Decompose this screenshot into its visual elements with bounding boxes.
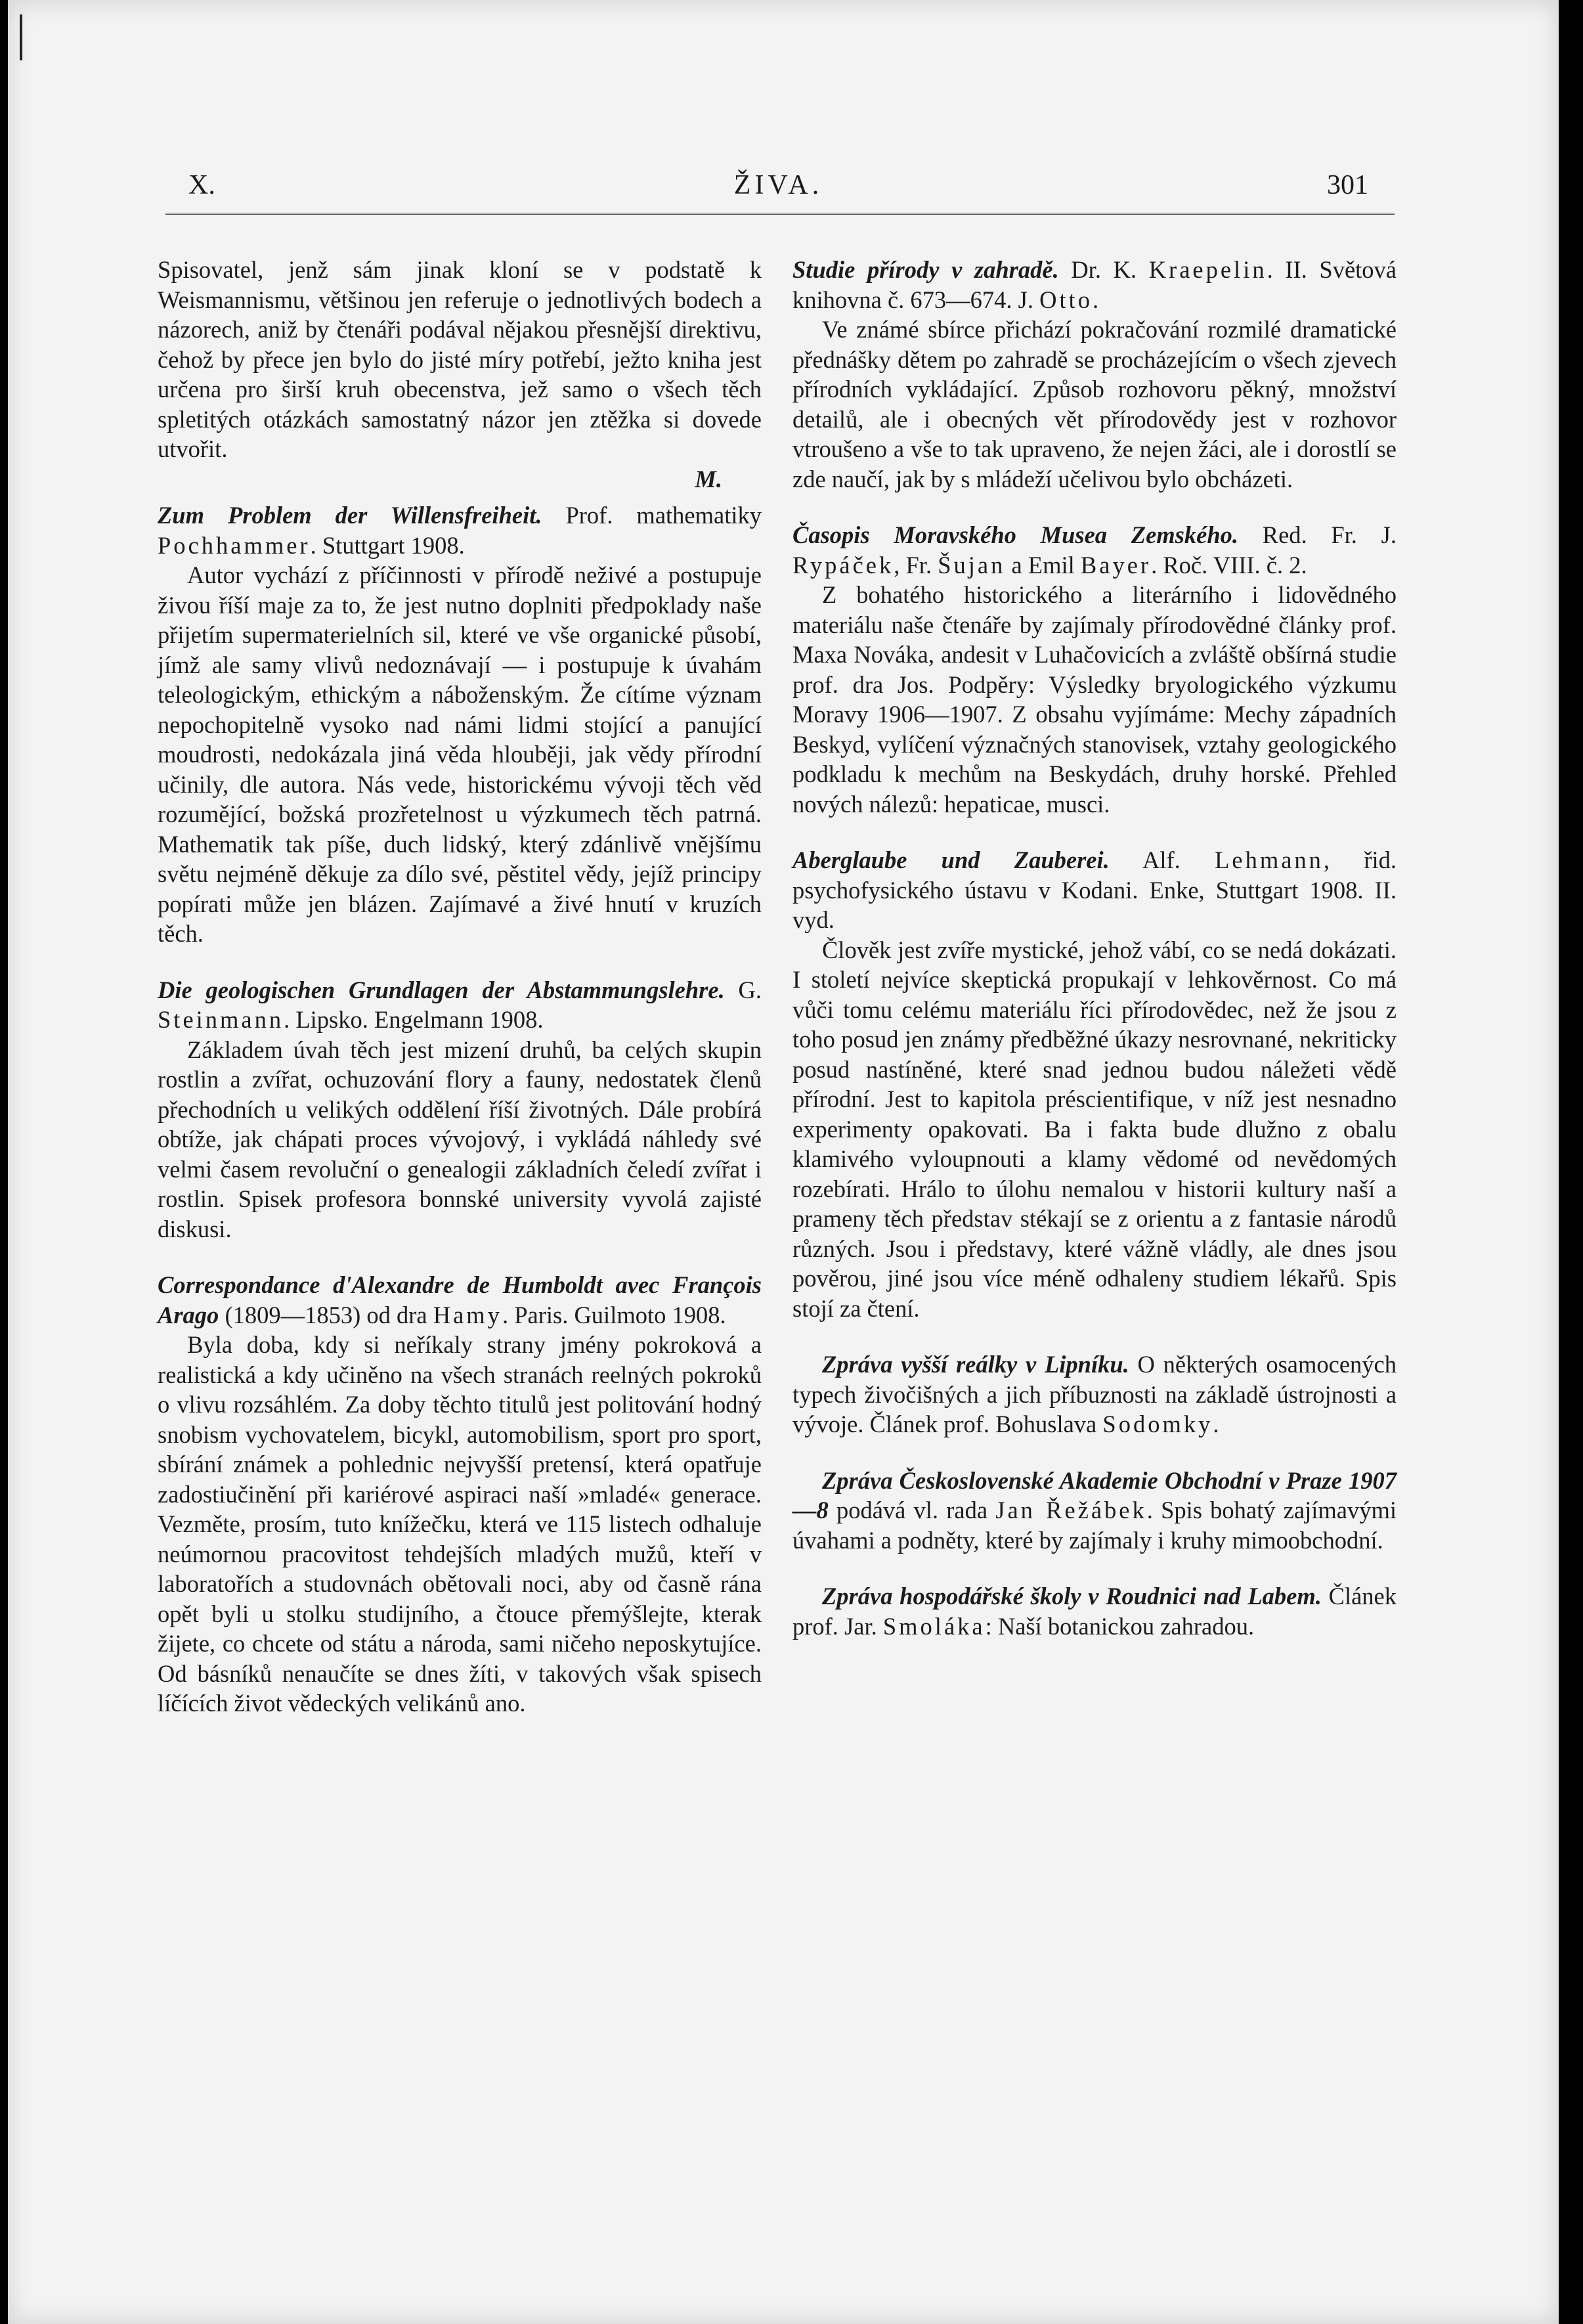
journal-title: ŽIVA. bbox=[733, 170, 823, 200]
continued-review-text: Spisovatel, jenž sám jinak kloní se v podstatě k Weismannismu, většinou jen referuje o jednotlivých bodech a názorech, aniž by čtenáři podával nějakou přesnější direktivu, čehož by přece jen bylo do jisté míry potřebí, ježto kniha jest určena pro širší kruh obecenstva, jež samo o všech těch spletitých otázkách samostatný názor jen ztěžka si dovede utvořit. bbox=[158, 256, 762, 462]
review-meta: , Fr. bbox=[894, 551, 938, 579]
review-author: Sodomky bbox=[1102, 1411, 1213, 1437]
review-body: Byla doba, kdy si neříkaly strany jmény pokroková a realistická a kdy učiněno na všech stranách reelných pokroků o vlivu rozsáhlém. Za doby těchto titulů jest politování hodný snobism vychovatelem, bicykl, automobilism, sport pro sport, sbírání známek a pohlednic nejvyšší pretensí, která opatřuje zadostiučinění při kariérové aspiraci naší »mladé« generace. Vezměte, prosím, tuto knížečku, která ve 115 listech odhaluje neúmornou pracovitost tehdejších mladých mužů, kteří v laboratořích a studovnách obětovali noci, aby od časně rána opět byli u stolku studijního, a čtouce přemýšlejte, kterak žijete, co chcete od státu a národa, sami ničeho neposkytujíce. Od básníků nenaučíte se dnes žíti, v takových však spisech líčících život vědeckých velikánů ano. bbox=[158, 1331, 762, 1717]
header-rule bbox=[165, 213, 1395, 215]
review-meta: . Lipsko. Engelmann 1908. bbox=[284, 1006, 544, 1033]
review-author: Šujan bbox=[938, 551, 1006, 579]
review-title: Aberglaube und Zauberei. bbox=[792, 846, 1110, 873]
review-entry bbox=[792, 1581, 1397, 1641]
right-column bbox=[792, 255, 1397, 1641]
review-title: Zpráva vyšší reálky v Lipníku. bbox=[822, 1351, 1129, 1378]
review-title: Zum Problem der Willensfreiheit. bbox=[158, 502, 542, 529]
review-heading bbox=[158, 975, 762, 1035]
review-author: Pochhammer bbox=[158, 531, 311, 559]
review-title: Studie přírody v zahradě. bbox=[792, 256, 1059, 283]
review-meta: Článek prof. Jar. bbox=[792, 1583, 1397, 1640]
journal-page bbox=[8, 0, 1559, 2324]
left-column bbox=[158, 255, 762, 1719]
review-meta: . Spis bohatý zajímavými úvahami a podněty, které by zajímaly i kruhy mimoobchodní. bbox=[792, 1497, 1397, 1554]
review-author: Steinmann bbox=[158, 1006, 284, 1033]
review-author: Bayer bbox=[1080, 551, 1152, 579]
review-meta: a Emil bbox=[1005, 551, 1081, 579]
review-author: Lehmann bbox=[1215, 846, 1324, 873]
review-heading bbox=[792, 520, 1397, 580]
review-title: Zpráva hospodářské školy v Roudnici nad Labem. bbox=[822, 1583, 1322, 1610]
review-title: Zpráva Československé Akademie Obchodní v Praze 1907—8 bbox=[792, 1466, 1397, 1524]
review-meta: . II. Světová knihovna č. 673—674. J. bbox=[792, 256, 1397, 313]
review-meta: Alf. bbox=[1109, 846, 1215, 873]
running-header bbox=[188, 169, 1368, 209]
review-author: Smoláka bbox=[882, 1612, 986, 1640]
page-edge-mark bbox=[20, 14, 29, 60]
review-title: Correspondance d'Alexandre de Humboldt avec François Arago bbox=[158, 1271, 762, 1328]
review-meta: O některých osamocených typech živočišných a jich příbuznosti na základě ústrojnosti a vývoje. Článek prof. Bohuslava bbox=[792, 1351, 1397, 1437]
review-meta: . bbox=[1213, 1411, 1219, 1437]
review-meta: . Stuttgart 1908. bbox=[310, 531, 465, 559]
review-author: Kraepelin bbox=[1148, 256, 1267, 283]
review-entry bbox=[792, 1466, 1397, 1556]
reviewer-signature: M. bbox=[695, 465, 722, 493]
review-meta: , řid. psychofysického ústavu v Kodani. Enke, Stuttgart 1908. II. vyd. bbox=[792, 846, 1397, 933]
page-number: 301 bbox=[1327, 170, 1368, 200]
review-meta: Red. Fr. J. bbox=[1238, 521, 1397, 548]
review-body: Autor vychází z příčinnosti v přírodě neživé a postupuje živou říší maje za to, že jest nutno doplniti předpoklady naše přijetím supermaterielních sil, které ve vše organické působí, jímž ale samy vlivů nedoznávají — i postupuje k úvahám teleologickým, ethickým a náboženským. Že cítíme význam nepochopitelně vysoko nad námi lidmi stojící a panující moudrosti, nedokázala jiná věda hlouběji, jak vědy přírodní učinily, dle autora. Nás vede, historickému vývoji těch věd rozumějící, božská prozřetelnost u výzkumech těch patrná. Mathematik tak píše, duch lidský, který zdánlivě vnějšímu světu nejméně děkuje za dílo své, pěstitel vědy, jejíž principy popírati může jen blázen. Zajímavé a živé hnutí v kruzích těch. bbox=[158, 561, 762, 947]
review-body: Základem úvah těch jest mizení druhů, ba celých skupin rostlin a zvířat, ochuzování flory a fauny, nedostatek členů přechodních u velikých oddělení říší životných. Dále probírá obtíže, jak chápati proces vývojový, i vykládá náhledy své velmi časem revoluční o genealogii základních čeledí zvířat i rostlin. Spisek profesora bonnské university vyvolá zajisté diskusi. bbox=[158, 1036, 762, 1242]
review-meta: G. bbox=[724, 976, 762, 1003]
review-body: Ve známé sbírce přichází pokračování rozmilé dramatické přednášky dětem po zahradě se procházejícím o všech zjevech přírodních vykládající. Způsob rozhovoru pěkný, množství detailů, ale i obecných vět přírodovědy jest v rozhovor vtroušeno a vše to tak upraveno, že nejen žáci, ale i dorostlí se zde naučí, jak by s mládeží učelivou bylo obcházeti. bbox=[792, 316, 1397, 493]
review-author: Otto bbox=[1039, 286, 1093, 313]
review-heading bbox=[158, 500, 762, 560]
review-meta: . bbox=[1093, 286, 1099, 313]
review-meta: Dr. K. bbox=[1058, 256, 1149, 283]
review-heading bbox=[158, 1270, 762, 1330]
review-meta: podává vl. rada bbox=[828, 1497, 996, 1524]
review-entry bbox=[792, 1349, 1397, 1439]
review-title: Časopis Moravského Musea Zemského. bbox=[792, 521, 1238, 548]
review-meta: (1809—1853) od dra bbox=[219, 1301, 433, 1328]
review-heading bbox=[792, 255, 1397, 315]
review-author: Hamy bbox=[433, 1301, 502, 1328]
volume-number: X. bbox=[188, 170, 215, 200]
review-author: Rypáček bbox=[792, 551, 894, 579]
review-meta: . Roč. VIII. č. 2. bbox=[1151, 551, 1307, 579]
review-meta: : Naší botanickou zahradou. bbox=[985, 1612, 1255, 1640]
review-meta: Prof. mathematiky bbox=[542, 502, 762, 529]
review-heading bbox=[792, 845, 1397, 935]
review-meta: . Paris. Guilmoto 1908. bbox=[502, 1301, 726, 1328]
review-title: Die geologischen Grundlagen der Abstammungslehre. bbox=[158, 976, 725, 1003]
review-body: Člověk jest zvíře mystické, jehož vábí, co se nedá dokázati. I století nejvíce skeptická propukají v lehkověrnost. Co má vůči tomu celému materiálu říci přírodovědec, než že jsou z toho posud jen známy předběžné úkazy nesrovnané, nekriticky posud nastíněné, které snad jednou budou náležeti vědě přírodní. Jest to kapitola préscientifique, v níž jest nesnadno experimenty opakovati. Ba i fakta bude dlužno z obalu klamivého vyloupnouti a klamy vědomé od nevědomých rozebírati. Hrálo to úlohu nemalou v historii kultury naší a prameny těch představ stékají se z orientu a z fantasie národů různých. Jsou i představy, které vážně vládly, ale dnes jsou pověrou, jiné jsou více méně odhaleny studiem lékařů. Spis stojí za čtení. bbox=[792, 936, 1397, 1322]
review-body: Z bohatého historického a literárního i lidovědného materiálu naše čtenáře by zajímaly přírodovědné články prof. Maxa Nováka, andesit v Luhačovicích a zvláště obšírná studie prof. dra Jos. Podpěry: Výsledky bryologického výzkumu Moravy 1906—1907. Z obsahu vyjímáme: Mechy západních Beskyd, vylíčení význačných stanovisek, vztahy geologického podkladu k mechům na Beskydách, druhy horské. Přehled nových nálezů: hepaticae, musci. bbox=[792, 581, 1397, 818]
review-author: Jan Řežábek bbox=[995, 1497, 1147, 1524]
